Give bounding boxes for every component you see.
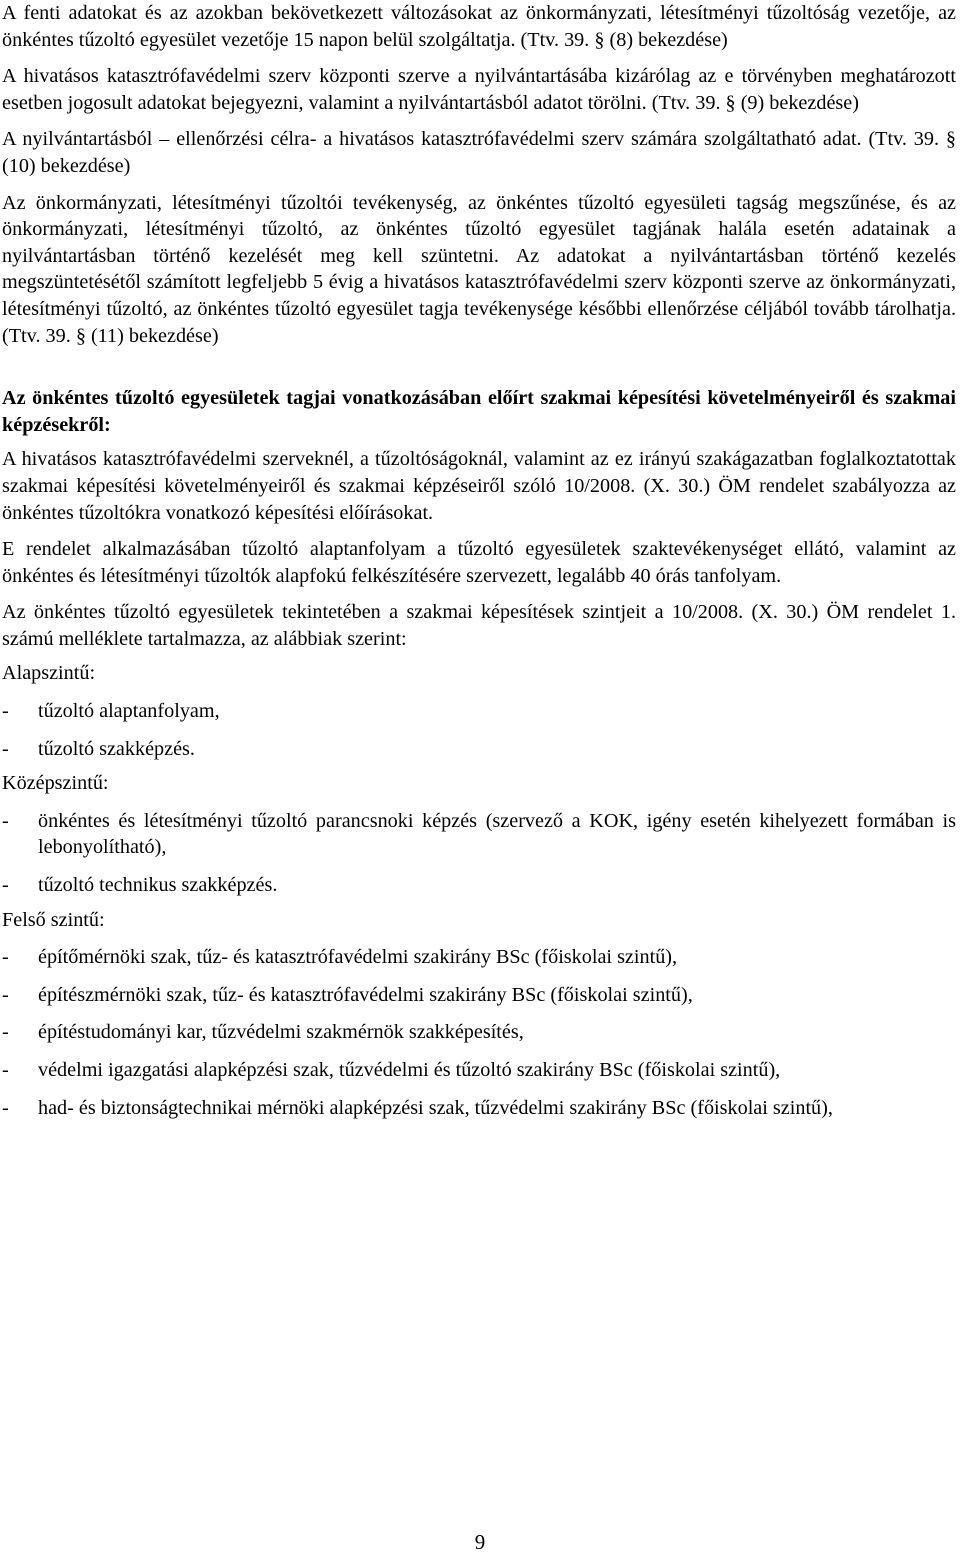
list-item — [2, 698, 956, 725]
list-item — [2, 944, 956, 971]
list-marker: - — [2, 737, 9, 760]
page-content — [2, 0, 956, 1121]
list-item-text: önkéntes és létesítményi tűzoltó parancsnoki képzés (szervező a KOK, igény esetén kihelyezett formában is lebonyolítható), — [38, 809, 956, 859]
list-marker: - — [2, 983, 9, 1006]
list-item — [2, 1095, 956, 1122]
list-marker: - — [2, 700, 9, 723]
list-item — [2, 808, 956, 861]
paragraph: E rendelet alkalmazásában tűzoltó alaptanfolyam a tűzoltó egyesületek szaktevékenységet ellátó, valamint az önkéntes és létesítményi tűzoltók alapfokú felkészítésére szervezett, legalább 40 órás tanfolyam. — [2, 538, 956, 587]
level-label-advanced: Felső szintű: — [2, 908, 105, 931]
list-marker: - — [2, 809, 9, 832]
paragraph: A hivatásos katasztrófavédelmi szerv központi szerve a nyilvántartásába kizárólag az e törvényben meghatározott esetben jogosult adatokat bejegyezni, valamint a nyilvántartásból adatot törölni. (Ttv. 39. § (9) bekezdése) — [2, 65, 956, 114]
list-item — [2, 982, 956, 1009]
list-item-text: építéstudományi kar, tűzvédelmi szakmérnök szakképesítés, — [38, 1021, 524, 1044]
list-item — [2, 736, 956, 763]
list-item-text: had- és biztonságtechnikai mérnöki alapképzési szak, tűzvédelmi szakirány BSc (főiskolai szintű), — [38, 1096, 833, 1119]
list-marker: - — [2, 1096, 9, 1119]
paragraph: A nyilvántartásból – ellenőrzési célra- a hivatásos katasztrófavédelmi szerv számára szolgáltatható adat. (Ttv. 39. § (10) bekezdése) — [2, 128, 956, 177]
list-item-text: építőmérnöki szak, tűz- és katasztrófavédelmi szakirány BSc (főiskolai szintű), — [38, 946, 678, 969]
level-label-basic: Alapszintű: — [2, 662, 96, 685]
paragraph: Az önkormányzati, létesítményi tűzoltói tevékenység, az önkéntes tűzoltó egyesületi tagság megszűnése, és az önkormányzati, létesítményi tűzoltó, az önkéntes tűzoltó egyesület tagjának halála esetén adatainak a nyilvántartásban történő kezelését meg kell szüntetni. Az adatokat a nyilvántartásban történő kezelés megszüntetésétől számított legfeljebb 5 évig a hivatásos katasztrófavédelmi szerv központi szerve az önkormányzati, létesítményi tűzoltó, az önkéntes tűzoltó egyesület tagja tevékenysége későbbi ellenőrzése céljából tovább tárolhatja. (Ttv. 39. § (11) bekezdése) — [2, 191, 956, 347]
paragraph: A fenti adatokat és az azokban bekövetkezett változásokat az önkormányzati, létesítményi tűzoltóság vezetője, az önkéntes tűzoltó egyesület vezetője 15 napon belül szolgáltatja. (Ttv. 39. § (8) bekezdése) — [2, 2, 956, 51]
list-item-text: építészmérnöki szak, tűz- és katasztrófavédelmi szakirány BSc (főiskolai szintű), — [38, 983, 693, 1006]
section-heading: Az önkéntes tűzoltó egyesületek tagjai vonatkozásában előírt szakmai képesítési követelményeiről és szakmai képzésekről: — [2, 387, 956, 436]
list-item-text: védelmi igazgatási alapképzési szak, tűzvédelmi és tűzoltó szakirány BSc (főiskolai szintű), — [38, 1059, 781, 1081]
list-item — [2, 872, 956, 899]
list-item — [2, 1019, 956, 1046]
list-item — [2, 1057, 956, 1084]
paragraph: Az önkéntes tűzoltó egyesületek tekintetében a szakmai képesítések szintjeit a 10/2008. (X. 30.) ÖM rendelet 1. számú melléklete tartalmazza, az alábbiak szerint: — [2, 601, 956, 650]
page-number: 9 — [474, 1530, 486, 1554]
paragraph: A hivatásos katasztrófavédelmi szerveknél, a tűzoltóságoknál, valamint az ez irányú szakágazatban foglalkoztatottak szakmai képesítési követelményeiről és szakmai képzéseiről szóló 10/2008. (X. 30.) ÖM rendelet szabályozza az önkéntes tűzoltókra vonatkozó képesítési előírásokat. — [2, 448, 956, 524]
list-marker: - — [2, 1021, 9, 1044]
level-label-intermediate: Középszintű: — [2, 772, 109, 795]
list-item-text: tűzoltó technikus szakképzés. — [38, 874, 278, 897]
list-item-text: tűzoltó alaptanfolyam, — [38, 700, 220, 723]
list-item-text: tűzoltó szakképzés. — [38, 737, 195, 760]
list-marker: - — [2, 1059, 9, 1081]
list-marker: - — [2, 874, 9, 897]
list-marker: - — [2, 946, 9, 969]
